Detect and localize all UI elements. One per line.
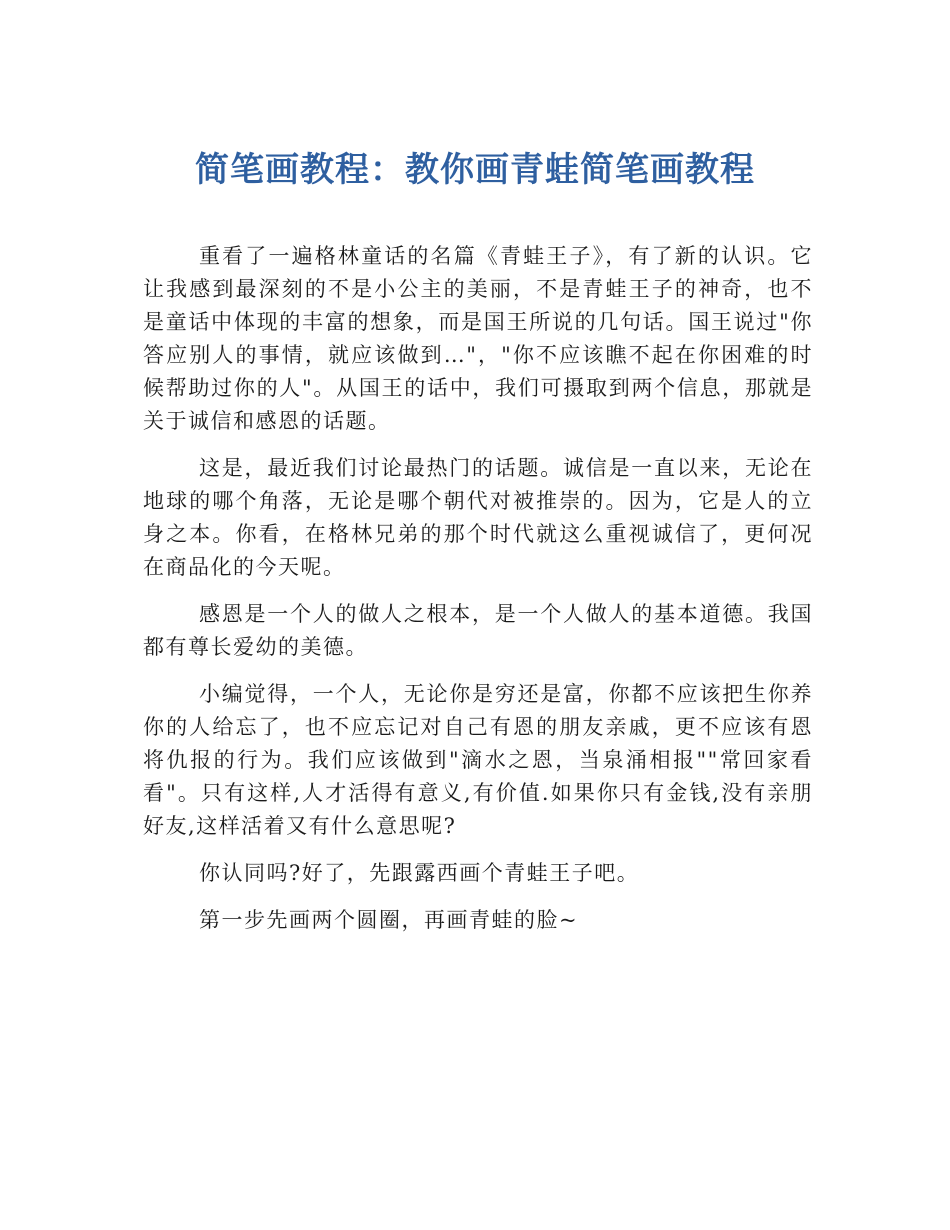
paragraph-3: 感恩是一个人的做人之根本，是一个人做人的基本道德。我国都有尊长爱幼的美德。	[143, 602, 813, 659]
paragraph-2: 这是，最近我们讨论最热门的话题。诚信是一直以来，无论在地球的哪个角落，无论是哪个朝代对被推崇的。因为，它是人的立身之本。你看，在格林兄弟的那个时代就这么重视诚信了，更何况在商品化的今天呢。	[143, 456, 813, 579]
document-title: 简笔画教程：教你画青蛙简笔画教程	[195, 150, 755, 190]
paragraph-4: 小编觉得，一个人，无论你是穷还是富，你都不应该把生你养你的人给忘了，也不应忘记对自己有恩的朋友亲戚，更不应该有恩将仇报的行为。我们应该做到"滴水之恩，当泉涌相报""常回家看看"。只有这样,人才活得有意义,有价值.如果你只有金钱,没有亲朋好友,这样活着又有什么意思呢?	[143, 682, 813, 838]
paragraph-5: 你认同吗?好了，先跟露西画个青蛙王子吧。	[199, 861, 640, 885]
document-body	[143, 240, 813, 951]
paragraph-6: 第一步先画两个圆圈，再画青蛙的脸~	[199, 908, 579, 932]
paragraph-1: 重看了一遍格林童话的名篇《青蛙王子》，有了新的认识。它让我感到最深刻的不是小公主的美丽，不是青蛙王子的神奇，也不是童话中体现的丰富的想象，而是国王所说的几句话。国王说过"你答应别人的事情，就应该做到…"，"你不应该瞧不起在你困难的时候帮助过你的人"。从国王的话中，我们可摄取到两个信息，那就是关于诚信和感恩的话题。	[143, 244, 813, 433]
